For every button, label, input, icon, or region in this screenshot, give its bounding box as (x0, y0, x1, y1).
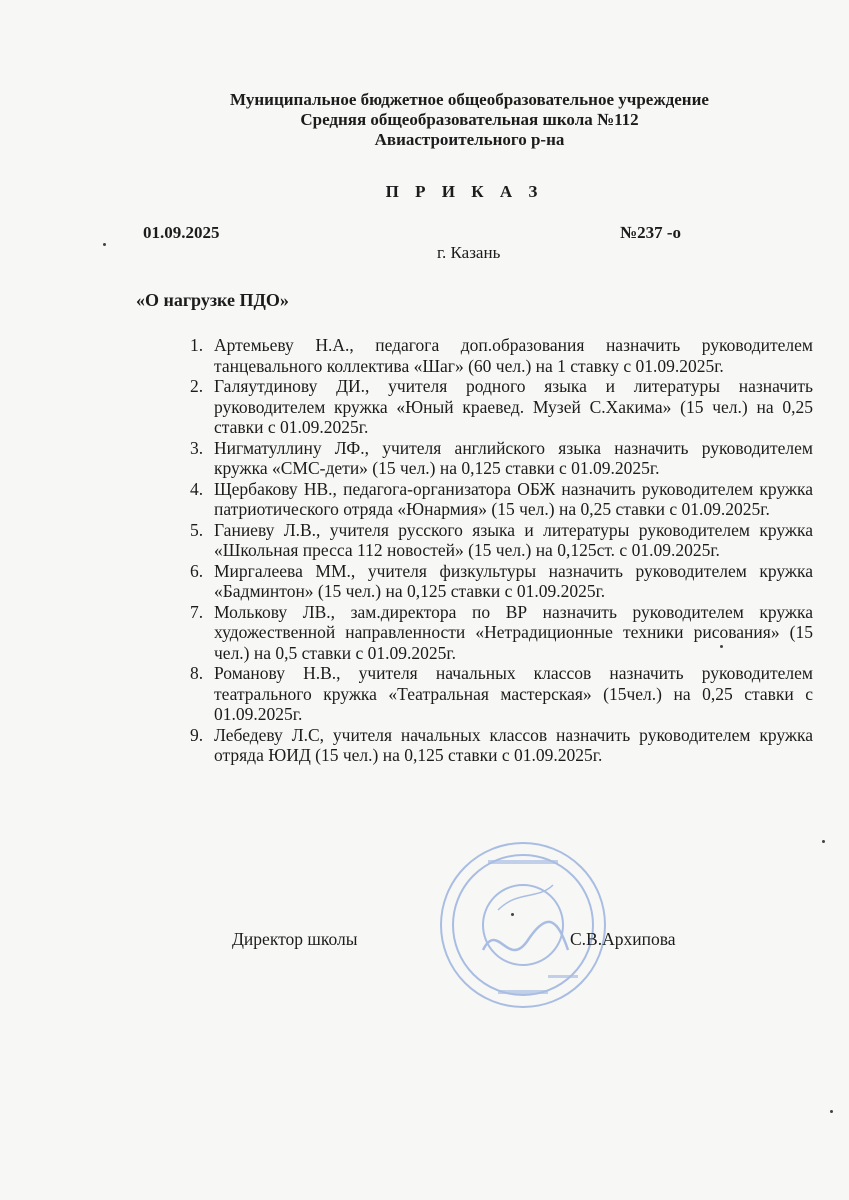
scan-speck (103, 243, 106, 246)
item-text: Артемьеву Н.А., педагога доп.образования назначить руководителем танцевального коллектива «Шаг» (60 чел.) на 1 ставку с 01.09.2025г. (214, 335, 813, 376)
header-line-1: Муниципальное бюджетное общеобразовательное учреждение (230, 90, 709, 109)
list-item: 1. Артемьеву Н.А., педагога доп.образования назначить руководителем танцевального коллектива «Шаг» (60 чел.) на 1 ставку с 01.09.2025г. (190, 335, 813, 376)
list-item: 2. Галяутдинову ДИ., учителя родного языка и литературы назначить руководителем кружка «Юный краевед. Музей С.Хакима» (15 чел.) на 0,25 ставки с 01.09.2025г. (190, 376, 813, 437)
item-text: Миргалеева ММ., учителя физкультуры назначить руководителем кружка «Бадминтон» (15 чел.) на 0,125 ставки с 01.09.2025г. (214, 560, 813, 601)
scan-speck (822, 840, 825, 843)
item-text: Ганиеву Л.В., учителя русского языка и литературы руководителем кружка «Школьная пресса 112 новостей» (15 чел.) на 0,125ст. с 01.09.2025г. (214, 519, 813, 560)
scan-speck (720, 645, 723, 648)
institution-header (0, 90, 849, 150)
document-title: П Р И К А З (385, 182, 544, 201)
scan-speck (830, 1110, 833, 1113)
order-number: №237 -о (620, 223, 681, 242)
item-text: Молькову ЛВ., зам.директора по ВР назначить руководителем кружка художественной направленности «Нетрадиционные техники рисования» (15 чел.) на 0,5 ставки с 01.09.2025г. (214, 601, 813, 663)
list-item: 3. Нигматуллину ЛФ., учителя английского языка назначить руководителем кружка «СМС-дети» (15 чел.) на 0,125 ставки с 01.09.2025г. (190, 437, 813, 478)
item-text: Щербакову НВ., педагога-организатора ОБЖ назначить руководителем кружка патриотического отряда «Юнармия» (15 чел.) на 0,25 ставки с 01.09.2025г. (214, 478, 813, 519)
list-item: 6. Миргалеева ММ., учителя физкультуры назначить руководителем кружка «Бадминтон» (15 чел.) на 0,125 ставки с 01.09.2025г. (190, 560, 813, 601)
list-item: 5. Ганиеву Л.В., учителя русского языка и литературы руководителем кружка «Школьная пресса 112 новостей» (15 чел.) на 0,125ст. с 01.09.2025г. (190, 519, 813, 560)
school-stamp (428, 800, 618, 1030)
item-text: Нигматуллину ЛФ., учителя английского языка назначить руководителем кружка «СМС-дети» (15 чел.) на 0,125 ставки с 01.09.2025г. (214, 437, 813, 478)
order-items-list (183, 335, 813, 766)
order-subject: «О нагрузке ПДО» (136, 290, 289, 310)
list-item: 9. Лебедеву Л.С, учителя начальных классов назначить руководителем кружка отряда ЮИД (15 чел.) на 0,125 ставки с 01.09.2025г. (190, 724, 813, 765)
item-text: Галяутдинову ДИ., учителя родного языка и литературы назначить руководителем кружка «Юный краевед. Музей С.Хакима» (15 чел.) на 0,25 ставки с 01.09.2025г. (214, 376, 813, 437)
header-line-2: Средняя общеобразовательная школа №112 (300, 110, 639, 129)
scan-speck (511, 913, 514, 916)
list-item: 4. Щербакову НВ., педагога-организатора ОБЖ назначить руководителем кружка патриотического отряда «Юнармия» (15 чел.) на 0,25 ставки с 01.09.2025г. (190, 478, 813, 519)
header-line-3: Авиастроительного р-на (374, 130, 565, 149)
order-city: г. Казань (437, 243, 501, 262)
item-text: Лебедеву Л.С, учителя начальных классов назначить руководителем кружка отряда ЮИД (15 чел.) на 0,125 ставки с 01.09.2025г. (214, 724, 813, 765)
list-item: 7. Молькову ЛВ., зам.директора по ВР назначить руководителем кружка художественной направленности «Нетрадиционные техники рисования» (15 чел.) на 0,5 ставки с 01.09.2025г. (190, 601, 813, 663)
signature-name: С.В.Архипова (570, 929, 676, 949)
signature-title: Директор школы (232, 929, 358, 949)
list-item: 8. Романову Н.В., учителя начальных классов назначить руководителем театрального кружка «Театральная мастерская» (15чел.) на 0,25 ставки с 01.09.2025г. (190, 663, 813, 724)
order-date: 01.09.2025 (143, 223, 220, 242)
item-text: Романову Н.В., учителя начальных классов назначить руководителем театрального кружка «Театральная мастерская» (15чел.) на 0,25 ставки с 01.09.2025г. (214, 663, 813, 724)
